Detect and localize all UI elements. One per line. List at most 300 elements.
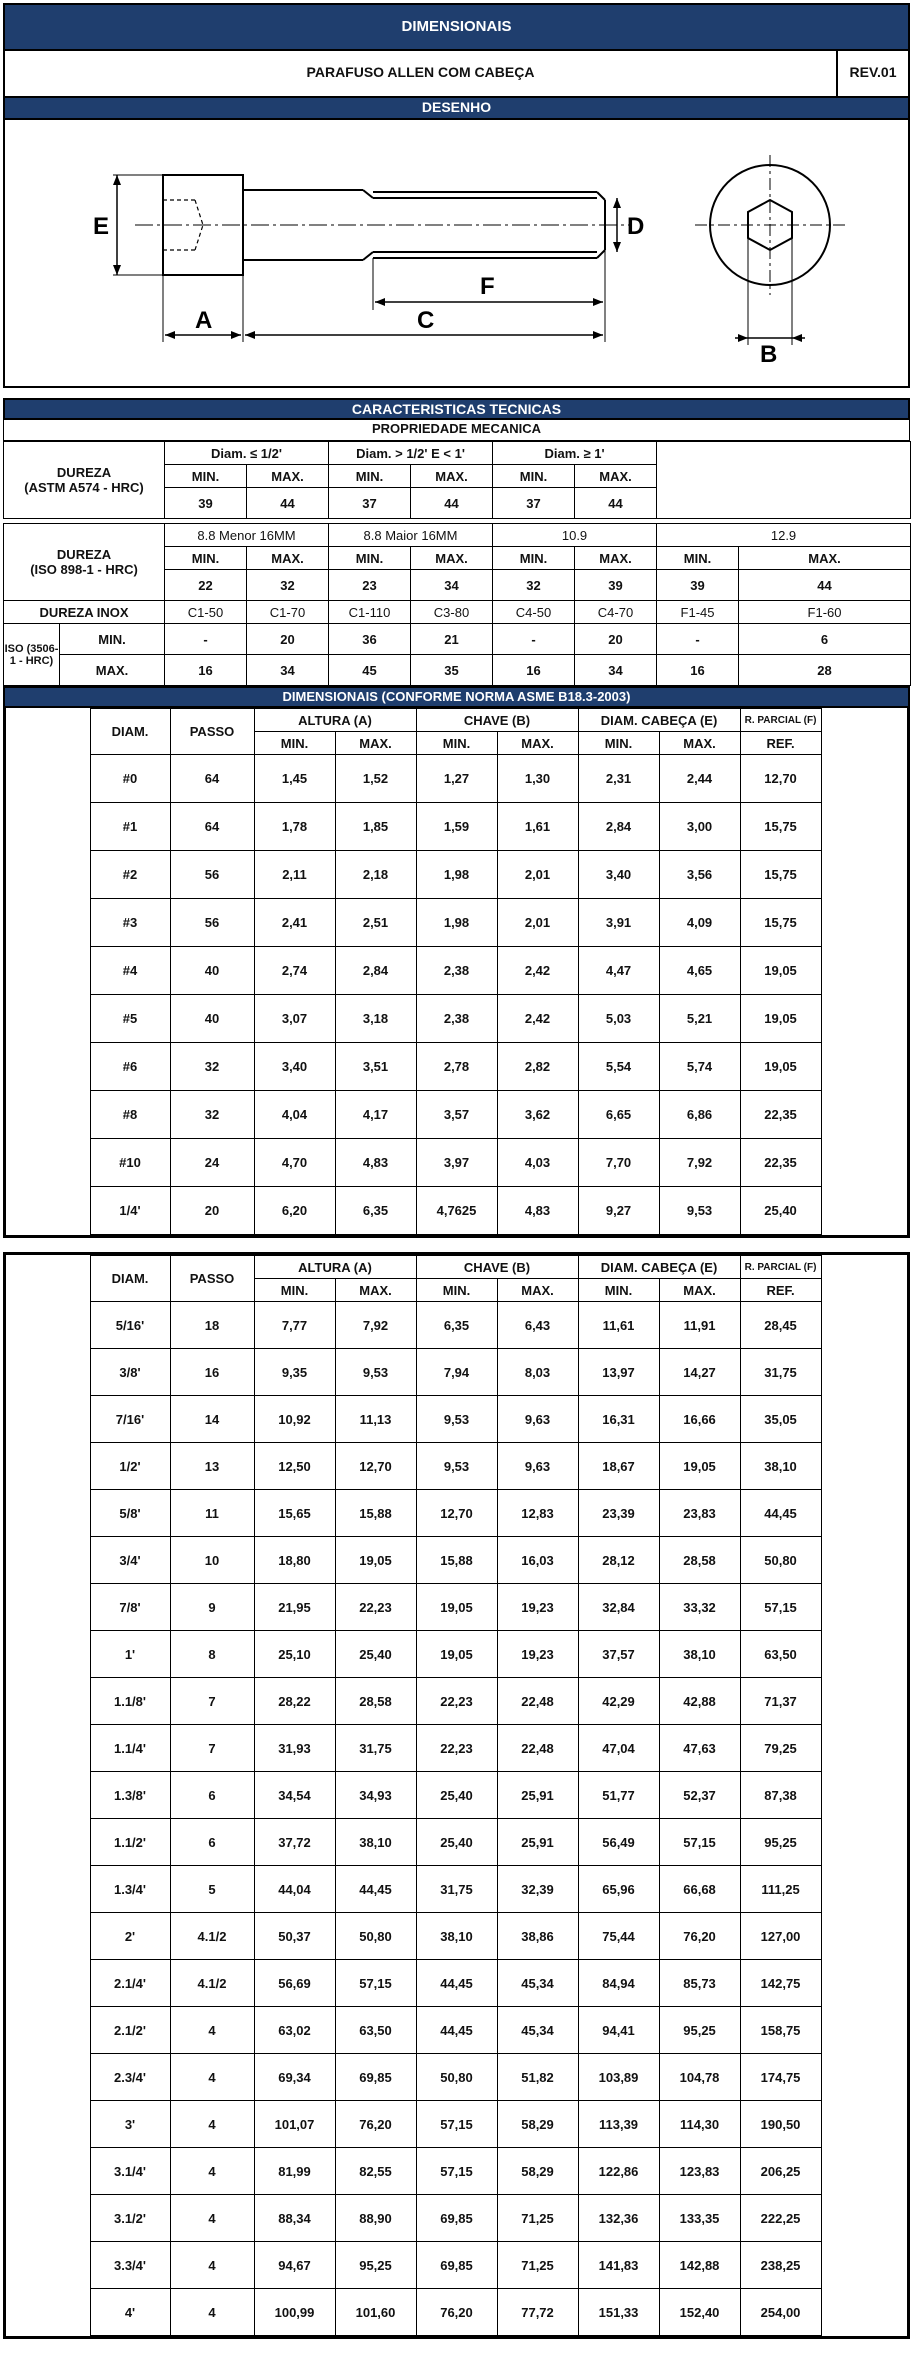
cell-cabeca-max: 4,65 [659,947,740,995]
table-row [6,1043,907,1091]
inox-max: 16 [657,655,739,686]
cell-cabeca-max: 6,86 [659,1091,740,1139]
cell-altura-max: 50,80 [335,1913,416,1960]
left-margin [6,2148,90,2195]
cell-chave-max: 25,91 [497,1772,578,1819]
cell-parcial-ref: 111,25 [740,1866,821,1913]
cell-passo: 64 [170,803,254,851]
table-row [6,1819,907,1866]
cell-diam: 3.1/2' [90,2195,170,2242]
table-row [6,2007,907,2054]
mechanical-table [3,441,911,686]
table-row [6,2054,907,2101]
cell-diam: 3/8' [90,1349,170,1396]
right-margin [821,1396,907,1443]
cell-chave-min: 4,7625 [416,1187,497,1235]
cell-cabeca-min: 7,70 [578,1139,659,1187]
cell-cabeca-min: 4,47 [578,947,659,995]
cell-diam: 1.1/2' [90,1819,170,1866]
cell-cabeca-max: 9,53 [659,1187,740,1235]
iso898-group-3: 10.9 [493,524,657,547]
cell-chave-min: 19,05 [416,1631,497,1678]
product-name: PARAFUSO ALLEN COM CABEÇA [306,64,535,80]
cell-parcial-ref: 190,50 [740,2101,821,2148]
table-row [6,803,907,851]
right-margin [821,1139,907,1187]
cell-passo: 4 [170,2007,254,2054]
left-margin [6,1819,90,1866]
cell-chave-min: 1,98 [416,851,497,899]
cell-passo: 64 [170,755,254,803]
revision-label: REV.01 [836,51,908,96]
cell-altura-min: 4,04 [254,1091,335,1139]
cell-altura-max: 31,75 [335,1725,416,1772]
cell-cabeca-max: 7,92 [659,1139,740,1187]
dimensions-table-1 [6,708,907,1235]
cell-chave-min: 57,15 [416,2148,497,2195]
inox-grade: C1-70 [247,601,329,624]
table-row [6,1584,907,1631]
cell-cabeca-max: 3,00 [659,803,740,851]
table-row [6,2289,907,2336]
cell-chave-min: 25,40 [416,1772,497,1819]
astm-value: 44 [247,488,329,519]
cell-chave-max: 2,82 [497,1043,578,1091]
cell-chave-min: 3,97 [416,1139,497,1187]
cell-parcial-ref: 31,75 [740,1349,821,1396]
label-a: A [195,307,213,334]
iso898-group-1: 8.8 Menor 16MM [165,524,329,547]
astm-group-2: Diam. > 1/2' E < 1' [329,442,493,465]
inox-min: - [657,624,739,655]
cell-diam: 5/8' [90,1490,170,1537]
table-row [6,1772,907,1819]
cell-altura-max: 34,93 [335,1772,416,1819]
cell-altura-max: 2,51 [335,899,416,947]
cell-cabeca-min: 47,04 [578,1725,659,1772]
left-margin [6,755,90,803]
iso898-value: 32 [493,570,575,601]
drawing-title: DESENHO [3,98,910,120]
cell-diam: 5/16' [90,1302,170,1349]
left-margin [6,1349,90,1396]
table-row [6,1187,907,1235]
table-row [6,1960,907,2007]
col-min: MIN. [254,732,335,755]
table-row [6,2242,907,2289]
cell-altura-max: 3,51 [335,1043,416,1091]
cell-cabeca-min: 51,77 [578,1772,659,1819]
cell-cabeca-min: 94,41 [578,2007,659,2054]
cell-cabeca-max: 16,66 [659,1396,740,1443]
cell-altura-max: 95,25 [335,2242,416,2289]
cell-cabeca-max: 19,05 [659,1443,740,1490]
left-margin [6,1091,90,1139]
cell-cabeca-max: 38,10 [659,1631,740,1678]
inox-max: 34 [575,655,657,686]
iso898-value: 22 [165,570,247,601]
cell-altura-min: 44,04 [254,1866,335,1913]
cell-cabeca-max: 76,20 [659,1913,740,1960]
cell-chave-max: 9,63 [497,1396,578,1443]
cell-diam: 1.3/8' [90,1772,170,1819]
cell-chave-min: 3,57 [416,1091,497,1139]
cell-passo: 5 [170,1866,254,1913]
left-margin [6,2101,90,2148]
cell-altura-min: 9,35 [254,1349,335,1396]
cell-passo: 4 [170,2101,254,2148]
cell-chave-max: 58,29 [497,2148,578,2195]
table-row [6,1091,907,1139]
dimensions-title: DIMENSIONAIS (CONFORME NORMA ASME B18.3-2003) [3,686,910,708]
astm-group-3: Diam. ≥ 1' [493,442,657,465]
table-row [6,1139,907,1187]
inox-max: 34 [247,655,329,686]
table-row [6,755,907,803]
cell-altura-max: 3,18 [335,995,416,1043]
cell-parcial-ref: 57,15 [740,1584,821,1631]
inox-min: 36 [329,624,411,655]
cell-chave-max: 1,61 [497,803,578,851]
astm-max: MAX. [247,465,329,488]
cell-altura-max: 19,05 [335,1537,416,1584]
cell-parcial-ref: 22,35 [740,1139,821,1187]
cell-altura-max: 7,92 [335,1302,416,1349]
cell-passo: 4 [170,2148,254,2195]
cell-parcial-ref: 127,00 [740,1913,821,1960]
iso898-max: MAX. [247,547,329,570]
col-parcial: R. PARCIAL (F) [740,709,821,732]
astm-min: MIN. [165,465,247,488]
cell-cabeca-max: 133,35 [659,2195,740,2242]
cell-altura-min: 100,99 [254,2289,335,2336]
astm-value: 44 [575,488,657,519]
cell-parcial-ref: 38,10 [740,1443,821,1490]
cell-cabeca-min: 3,91 [578,899,659,947]
cell-cabeca-min: 5,54 [578,1043,659,1091]
cell-diam: #1 [90,803,170,851]
table-row [6,995,907,1043]
cell-altura-max: 63,50 [335,2007,416,2054]
cell-chave-max: 16,03 [497,1537,578,1584]
table-row [6,2195,907,2242]
right-margin [821,1725,907,1772]
tech-characteristics-title: CARACTERISTICAS TECNICAS [3,398,910,420]
cell-chave-min: 19,05 [416,1584,497,1631]
left-margin [6,2242,90,2289]
cell-chave-max: 12,83 [497,1490,578,1537]
cell-chave-max: 58,29 [497,2101,578,2148]
right-margin [821,2242,907,2289]
cell-passo: 14 [170,1396,254,1443]
right-margin [821,1678,907,1725]
cell-altura-min: 1,78 [254,803,335,851]
astm-value: 39 [165,488,247,519]
cell-cabeca-max: 123,83 [659,2148,740,2195]
iso898-label-line1: DUREZA [56,547,112,562]
cell-altura-max: 22,23 [335,1584,416,1631]
cell-chave-min: 1,98 [416,899,497,947]
cell-altura-max: 1,85 [335,803,416,851]
cell-chave-min: 1,27 [416,755,497,803]
col-min: MIN. [578,1279,659,1302]
cell-cabeca-max: 95,25 [659,2007,740,2054]
cell-chave-max: 22,48 [497,1678,578,1725]
cell-diam: #0 [90,755,170,803]
iso898-value: 32 [247,570,329,601]
iso898-min: MIN. [493,547,575,570]
cell-cabeca-max: 3,56 [659,851,740,899]
astm-label-line2: (ASTM A574 - HRC) [24,480,144,495]
cell-cabeca-max: 14,27 [659,1349,740,1396]
iso898-min: MIN. [329,547,411,570]
iso898-group-2: 8.8 Maior 16MM [329,524,493,547]
cell-passo: 10 [170,1537,254,1584]
cell-chave-max: 6,43 [497,1302,578,1349]
cell-parcial-ref: 35,05 [740,1396,821,1443]
right-margin [821,2054,907,2101]
cell-cabeca-max: 57,15 [659,1819,740,1866]
cell-passo: 7 [170,1678,254,1725]
left-margin [6,851,90,899]
iso898-value: 39 [657,570,739,601]
table-row [6,1537,907,1584]
cell-diam: 3.3/4' [90,2242,170,2289]
cell-chave-min: 25,40 [416,1819,497,1866]
right-margin [821,1913,907,1960]
cell-cabeca-min: 32,84 [578,1584,659,1631]
cell-chave-max: 22,48 [497,1725,578,1772]
cell-passo: 6 [170,1819,254,1866]
dimensions-table-2 [6,1255,907,2336]
col-diam: DIAM. [90,1256,170,1302]
table-row [6,1631,907,1678]
cell-diam: 7/8' [90,1584,170,1631]
cell-chave-max: 38,86 [497,1913,578,1960]
cell-diam: #5 [90,995,170,1043]
cell-chave-max: 9,63 [497,1443,578,1490]
cell-parcial-ref: 19,05 [740,1043,821,1091]
astm-value: 37 [493,488,575,519]
cell-diam: #4 [90,947,170,995]
cell-chave-min: 2,38 [416,995,497,1043]
cell-chave-min: 44,45 [416,1960,497,2007]
cell-altura-min: 2,41 [254,899,335,947]
table-row [6,1725,907,1772]
cell-diam: 1/2' [90,1443,170,1490]
inox-max: 35 [411,655,493,686]
cell-passo: 32 [170,1091,254,1139]
cell-altura-max: 11,13 [335,1396,416,1443]
right-margin [821,2289,907,2336]
cell-passo: 6 [170,1772,254,1819]
cell-chave-max: 45,34 [497,1960,578,2007]
cell-passo: 20 [170,1187,254,1235]
cell-chave-max: 4,03 [497,1139,578,1187]
right-margin [821,1631,907,1678]
inox-max: 16 [165,655,247,686]
cell-chave-min: 69,85 [416,2242,497,2289]
cell-cabeca-min: 28,12 [578,1537,659,1584]
astm-max: MAX. [411,465,493,488]
astm-min: MIN. [493,465,575,488]
table-row [6,851,907,899]
cell-passo: 4 [170,2054,254,2101]
cell-altura-min: 101,07 [254,2101,335,2148]
right-margin [821,1187,907,1235]
cell-chave-min: 31,75 [416,1866,497,1913]
cell-chave-min: 6,35 [416,1302,497,1349]
cell-altura-max: 2,84 [335,947,416,995]
cell-cabeca-max: 5,21 [659,995,740,1043]
cell-altura-min: 50,37 [254,1913,335,1960]
cell-passo: 4 [170,2195,254,2242]
col-ref: REF. [740,732,821,755]
cell-altura-max: 9,53 [335,1349,416,1396]
cell-altura-min: 81,99 [254,2148,335,2195]
cell-chave-max: 51,82 [497,2054,578,2101]
cell-altura-min: 15,65 [254,1490,335,1537]
cell-chave-min: 38,10 [416,1913,497,1960]
table-row [6,1913,907,1960]
cell-chave-min: 22,23 [416,1678,497,1725]
astm-value: 37 [329,488,411,519]
cell-altura-min: 10,92 [254,1396,335,1443]
left-margin [6,709,90,755]
col-altura: ALTURA (A) [254,709,416,732]
cell-altura-min: 4,70 [254,1139,335,1187]
cell-passo: 4 [170,2289,254,2336]
cell-altura-min: 56,69 [254,1960,335,2007]
cell-cabeca-max: 42,88 [659,1678,740,1725]
col-max: MAX. [497,1279,578,1302]
cell-passo: 11 [170,1490,254,1537]
cell-altura-min: 31,93 [254,1725,335,1772]
cell-altura-max: 4,17 [335,1091,416,1139]
cell-passo: 24 [170,1139,254,1187]
astm-label-line1: DUREZA [56,465,112,480]
cell-diam: 1.3/4' [90,1866,170,1913]
iso898-max: MAX. [411,547,493,570]
cell-passo: 8 [170,1631,254,1678]
cell-cabeca-min: 23,39 [578,1490,659,1537]
cell-altura-max: 1,52 [335,755,416,803]
col-parcial: R. PARCIAL (F) [740,1256,821,1279]
cell-chave-min: 9,53 [416,1443,497,1490]
cell-cabeca-min: 113,39 [578,2101,659,2148]
cell-altura-min: 37,72 [254,1819,335,1866]
cell-parcial-ref: 15,75 [740,851,821,899]
inox-grade: C1-110 [329,601,411,624]
cell-passo: 18 [170,1302,254,1349]
right-margin [821,1302,907,1349]
inox-min: 20 [247,624,329,655]
right-margin [821,1537,907,1584]
col-max: MAX. [335,732,416,755]
cell-diam: 3/4' [90,1537,170,1584]
table-row [6,947,907,995]
inox-max: 16 [493,655,575,686]
cell-altura-max: 38,10 [335,1819,416,1866]
inox-max: 28 [739,655,911,686]
cell-altura-min: 69,34 [254,2054,335,2101]
left-margin [6,995,90,1043]
cell-chave-max: 71,25 [497,2242,578,2289]
cell-cabeca-min: 75,44 [578,1913,659,1960]
cell-cabeca-min: 11,61 [578,1302,659,1349]
col-altura: ALTURA (A) [254,1256,416,1279]
col-chave: CHAVE (B) [416,709,578,732]
inox-max: 45 [329,655,411,686]
left-margin [6,2007,90,2054]
cell-diam: 3.1/4' [90,2148,170,2195]
cell-altura-min: 2,11 [254,851,335,899]
cell-chave-min: 22,23 [416,1725,497,1772]
cell-diam: 1' [90,1631,170,1678]
col-max: MAX. [335,1279,416,1302]
cell-parcial-ref: 142,75 [740,1960,821,2007]
table-row [6,1490,907,1537]
cell-altura-max: 57,15 [335,1960,416,2007]
right-margin [821,1960,907,2007]
iso898-value: 39 [575,570,657,601]
right-margin [821,899,907,947]
table-row [6,1866,907,1913]
cell-chave-max: 2,42 [497,995,578,1043]
cell-altura-min: 1,45 [254,755,335,803]
inox-grade: C4-50 [493,601,575,624]
cell-diam: 1.1/4' [90,1725,170,1772]
left-margin [6,2195,90,2242]
cell-altura-min: 63,02 [254,2007,335,2054]
cell-chave-max: 32,39 [497,1866,578,1913]
right-margin [821,1490,907,1537]
iso898-max: MAX. [739,547,911,570]
astm-max: MAX. [575,465,657,488]
right-margin [821,851,907,899]
cell-cabeca-min: 132,36 [578,2195,659,2242]
cell-passo: 56 [170,851,254,899]
right-margin [821,2007,907,2054]
cell-cabeca-min: 6,65 [578,1091,659,1139]
cell-parcial-ref: 238,25 [740,2242,821,2289]
left-margin [6,1256,90,1302]
cell-altura-max: 82,55 [335,2148,416,2195]
left-margin [6,1139,90,1187]
cell-cabeca-min: 141,83 [578,2242,659,2289]
right-margin [821,803,907,851]
cell-passo: 32 [170,1043,254,1091]
cell-parcial-ref: 15,75 [740,803,821,851]
cell-altura-min: 34,54 [254,1772,335,1819]
mechanical-property-title: PROPRIEDADE MECANICA [3,420,910,441]
cell-chave-max: 71,25 [497,2195,578,2242]
left-margin [6,1772,90,1819]
cell-cabeca-max: 152,40 [659,2289,740,2336]
cell-cabeca-min: 9,27 [578,1187,659,1235]
cell-diam: 1.1/8' [90,1678,170,1725]
cell-parcial-ref: 44,45 [740,1490,821,1537]
cell-diam: #3 [90,899,170,947]
cell-cabeca-min: 16,31 [578,1396,659,1443]
cell-cabeca-min: 56,49 [578,1819,659,1866]
inox-min: - [493,624,575,655]
col-chave: CHAVE (B) [416,1256,578,1279]
label-b: B [760,341,778,368]
right-margin [821,1584,907,1631]
left-margin [6,1490,90,1537]
cell-chave-max: 25,91 [497,1819,578,1866]
